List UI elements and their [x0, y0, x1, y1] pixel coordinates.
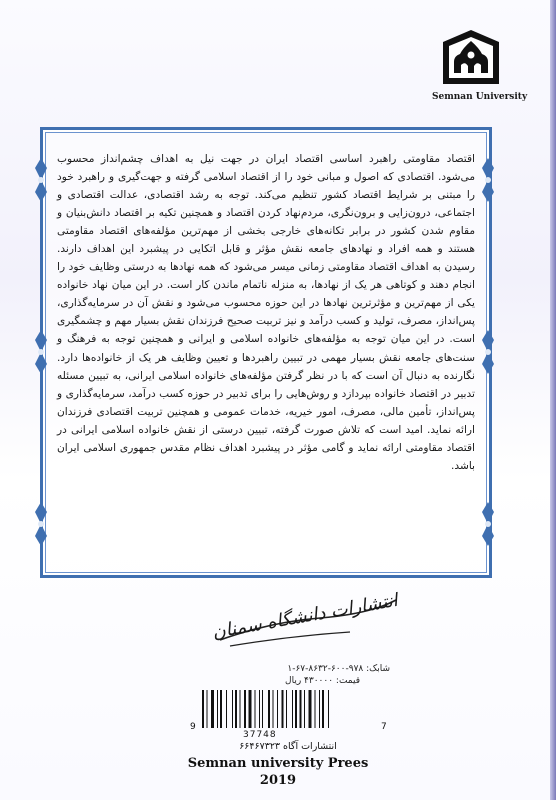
barcode-bar — [304, 690, 305, 728]
barcode-bar — [220, 690, 222, 728]
barcode-bar — [292, 690, 293, 728]
barcode-number: 37748 — [243, 730, 277, 740]
barcode-bar — [277, 690, 278, 728]
barcode-bar — [322, 690, 324, 728]
barcode-bar — [319, 690, 320, 728]
barcode-bar — [315, 690, 316, 728]
logo-caption: Semnan University — [432, 92, 528, 102]
ornament-icon — [33, 330, 49, 374]
barcode-bar — [262, 690, 263, 728]
publisher-calligraphy — [200, 589, 410, 652]
barcode-right-digit: 7 — [381, 722, 387, 732]
barcode-bar — [240, 690, 241, 728]
barcode-bar — [244, 690, 246, 728]
barcode-bar — [282, 690, 284, 728]
ornament-icon — [480, 330, 496, 374]
summary-frame — [40, 127, 492, 578]
barcode-bar — [249, 690, 252, 728]
barcode-bar — [295, 690, 297, 728]
barcode-bar — [217, 690, 218, 728]
barcode-bar — [328, 690, 329, 728]
barcode-bar — [202, 690, 204, 728]
university-logo — [432, 28, 528, 102]
barcode-bar — [309, 690, 312, 728]
publisher-calligraphy-text: انتشارات دانشگاه سمنان — [210, 589, 400, 644]
barcode-bar — [273, 690, 274, 728]
barcode-bar — [226, 690, 227, 728]
price-line: قیمت: ۴۳۰۰۰۰ ریال — [285, 676, 360, 686]
barcode-bar — [300, 690, 302, 728]
barcode-bar — [207, 690, 208, 728]
ornament-icon — [480, 502, 496, 546]
barcode-left-digit: 9 — [190, 722, 196, 732]
distributor-phone: انتشارات آگاه ۶۶۴۶۷۳۲۳ — [239, 741, 337, 752]
barcode-bar — [255, 690, 256, 728]
barcode-bar — [232, 690, 233, 728]
barcode-bar — [235, 690, 237, 728]
page-edge — [550, 0, 556, 800]
publication-year: 2019 — [259, 773, 297, 788]
summary-paragraph: اقتصاد مقاومتی راهبرد اساسی اقتصاد ایران در جهت نیل به اهداف چشم‌انداز محسوب می‌شود. اقتصادی که اصول و مبانی خود را از اقتصاد اسلامی گرفته و جهت‌گیری و راهبرد خود را مبتنی بر شرایط اقتصاد کشور تنظیم می‌کند. توجه به رشد اقتصادی، عدالت اقتصادی و اجتماعی، درون‌زایی و برون‌نگری، مردم‌نهاد کردن اقتصاد و همچنین تکیه بر اقتصاد دانش‌بنیان و مقاوم شدن کشور در برابر تکانه‌های خارجی بخشی از مهم‌ترین مؤلفه‌های اقتصاد مقاومتی هستند و همه افراد و نهادهای جامعه نقش مؤثر و قابل اتکایی در پیشبرد این اهداف دارند. رسیدن به اهداف اقتصاد مقاومتی زمانی میسر می‌شود که همه نهادها به درستی وظایف خود را انجام دهند و کوتاهی هر یک از نهادها، به منزله ناتمام ماندن کار است. در این میان نهاد خانواده یکی از مهم‌ترین و مؤثرترین نهادها در این حوزه محسوب می‌شود و نقش آن در سرمایه‌گذاری، پس‌انداز، مصرف، تولید و کسب درآمد و نیز تربیت صحیح فرزندان نقش بسیار مهم و چشمگیری است. در این میان توجه به مؤلفه‌های خانواده اسلامی و ایرانی و همچنین توجه به فرهنگ و سنت‌های جامعه نقش بسیار مهمی در تبیین راهبردها و تعیین وظایف هر یک از خانواده‌ها دارد. نگارنده به دنبال آن است که با در نظر گرفتن مؤلفه‌های خانواده اسلامی ایرانی، به تبیین مسئله تدبیر در اقتصاد خانواده بپردازد و روش‌هایی را برای تدبیر در حوزه کسب درآمد، سرمایه‌گذاری و پس‌انداز، تأمین مالی، مصرف، امور خیریه، خدمات عمومی و همچنین تربیت اقتصادی فرزندان ارائه نماید. امید است که تلاش صورت گرفته، تبیین درستی از نقش خانواده اسلامی ایرانی در اقتصاد مقاومتی ارائه نماید و گامی مؤثر در پیشبرد اهداف نظام مقدس جمهوری اسلامی ایران باشد. — [57, 153, 475, 472]
ornament-icon — [33, 158, 49, 202]
university-emblem-icon — [441, 28, 501, 90]
ornament-icon — [33, 502, 49, 546]
barcode-bar — [286, 690, 287, 728]
barcode-bar — [259, 690, 260, 728]
barcode-bar — [268, 690, 270, 728]
isbn-line: شابک: ۹۷۸-۶۰۰-۸۶۳۲-۶۷-۱ — [287, 664, 390, 674]
barcode-bar — [211, 690, 214, 728]
barcode — [200, 690, 376, 730]
ornament-icon — [480, 158, 496, 202]
press-name: Semnan university Prees — [187, 756, 369, 771]
